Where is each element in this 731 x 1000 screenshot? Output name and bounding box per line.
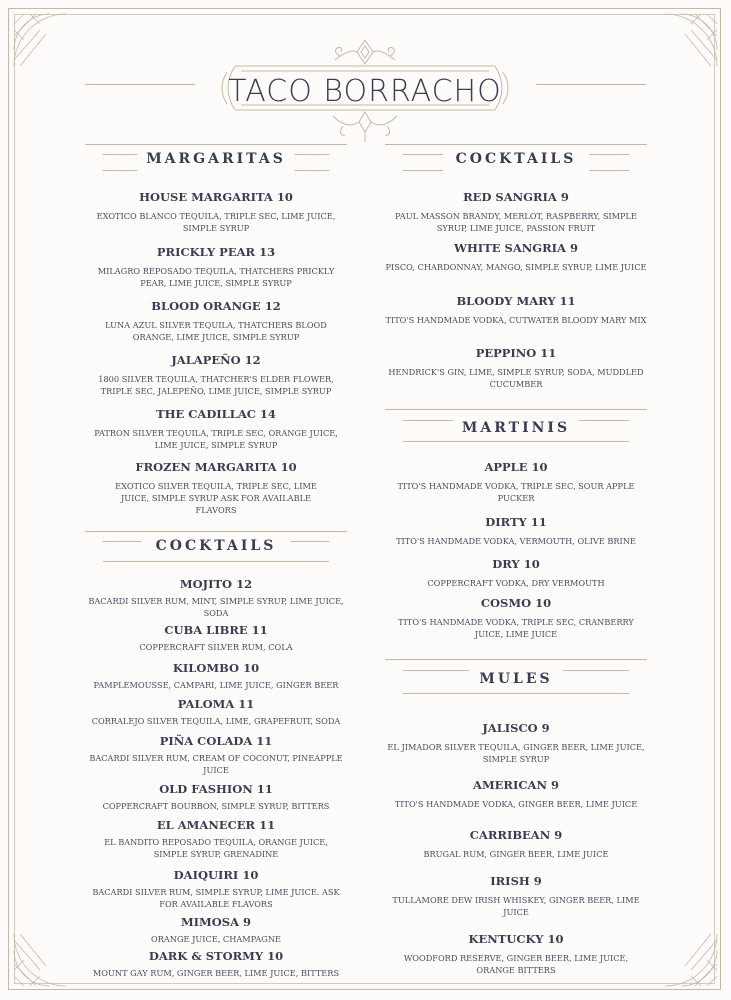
item-description: COPPERCRAFT SILVER RUM, COLA — [139, 642, 293, 652]
item-name: DRY 10 — [492, 557, 540, 571]
item-name: HOUSE MARGARITA 10 — [139, 190, 293, 204]
corner-ornament-icon — [10, 10, 70, 70]
item-name: DIRTY 11 — [485, 515, 547, 529]
title-block — [215, 38, 515, 148]
title-rule-right — [536, 84, 646, 85]
title-rule-left — [85, 84, 195, 85]
item-description: BACARDI SILVER RUM, MINT, SIMPLE SYRUP, LIME JUICE, SODA — [88, 596, 344, 618]
item-name: THE CADILLAC 14 — [156, 407, 276, 421]
item-name: CUBA LIBRE 11 — [164, 623, 268, 637]
item-name: AMERICAN 9 — [473, 778, 559, 792]
item-description: EXOTICO BLANCO TEQUILA, TRIPLE SEC, LIME JUICE, SIMPLE SYRUP — [96, 211, 336, 233]
menu-item — [385, 190, 647, 234]
menu-item — [85, 190, 347, 234]
menu-item — [85, 782, 347, 812]
item-name: JALISCO 9 — [482, 721, 550, 735]
corner-ornament-icon — [661, 10, 721, 70]
item-description: TITO'S HANDMADE VODKA, TRIPLE SEC, CRANBERRY JUICE, LIME JUICE — [398, 617, 634, 639]
item-name: EL AMANECER 11 — [156, 818, 276, 832]
section-title: MULES — [479, 671, 553, 687]
menu-item — [85, 245, 347, 289]
item-name: APPLE 10 — [484, 460, 548, 474]
section-title: MARTINIS — [461, 420, 571, 436]
section-header-mules — [385, 657, 647, 693]
item-name: KILOMBO 10 — [172, 661, 260, 675]
item-description: COPPERCRAFT VODKA, DRY VERMOUTH — [427, 578, 605, 588]
item-description: BRUGAL RUM, GINGER BEER, LIME JUICE — [423, 849, 609, 859]
item-description: EL JIMADOR SILVER TEQUILA, GINGER BEER, LIME JUICE, SIMPLE SYRUP — [387, 742, 645, 764]
item-description: TITO'S HANDMADE VODKA, VERMOUTH, OLIVE BRINE — [396, 536, 636, 546]
menu-item — [385, 721, 647, 765]
menu-item — [85, 299, 347, 343]
item-description: WOODFORD RESERVE, GINGER BEER, LIME JUICE, ORANGE BITTERS — [403, 953, 629, 975]
item-name: BLOODY MARY 11 — [456, 294, 576, 308]
item-name: PIÑA COLADA 11 — [159, 734, 273, 748]
item-description: EXOTICO SILVER TEQUILA, TRIPLE SEC, LIME JUICE, SIMPLE SYRUP ASK FOR AVAILABLE FLAVORS — [115, 481, 317, 515]
item-name: MOJITO 12 — [179, 577, 253, 591]
item-description: ORANGE JUICE, CHAMPAGNE — [151, 934, 281, 944]
menu-item — [85, 460, 347, 516]
item-description: TITO'S HANDMADE VODKA, GINGER BEER, LIME JUICE — [394, 799, 638, 809]
section-title: COCKTAILS — [155, 538, 277, 554]
item-description: TULLAMORE DEW IRISH WHISKEY, GINGER BEER, LIME JUICE — [392, 895, 640, 917]
menu-item — [85, 623, 347, 653]
menu-item — [85, 868, 347, 910]
item-description: PATRON SILVER TEQUILA, TRIPLE SEC, ORANGE JUICE, LIME JUICE, SIMPLE SYRUP — [94, 428, 338, 450]
item-description: TITO'S HANDMADE VODKA, CUTWATER BLOODY MARY MIX — [385, 315, 647, 325]
menu-item — [385, 241, 647, 273]
item-name: FROZEN MARGARITA 10 — [135, 460, 297, 474]
item-description: PISCO, CHARDONNAY, MANGO, SIMPLE SYRUP, LIME JUICE — [385, 262, 647, 272]
menu-item — [85, 818, 347, 860]
corner-ornament-icon — [10, 930, 70, 990]
item-name: COSMO 10 — [480, 596, 552, 610]
section-title: MARGARITAS — [146, 151, 286, 167]
menu-item — [385, 294, 647, 326]
menu-item — [385, 778, 647, 810]
item-description: BACARDI SILVER RUM, SIMPLE SYRUP, LIME JUICE. ASK FOR AVAILABLE FLAVORS — [92, 887, 340, 909]
item-name: BLOOD ORANGE 12 — [151, 299, 281, 313]
item-description: TITO'S HANDMADE VODKA, TRIPLE SEC, SOUR APPLE PUCKER — [397, 481, 635, 503]
menu-item — [85, 734, 347, 776]
menu-item — [85, 915, 347, 945]
item-description: PAUL MASSON BRANDY, MERLOT, RASPBERRY, SIMPLE SYRUP, LIME JUICE, PASSION FRUIT — [395, 211, 637, 233]
item-name: PALOMA 11 — [177, 697, 255, 711]
item-description: PAMPLEMOUSSE, CAMPARI, LIME JUICE, GINGER BEER — [93, 680, 339, 690]
item-description: 1800 SILVER TEQUILA, THATCHER'S ELDER FLOWER, TRIPLE SEC, JALEPEÑO, LIME JUICE, SIMPLE SYRUP — [98, 374, 334, 396]
section-header-cocktails — [385, 141, 647, 177]
item-description: COPPERCRAFT BOURBON, SIMPLE SYRUP, BITTERS — [102, 801, 330, 811]
menu-item — [385, 557, 647, 589]
corner-ornament-icon — [661, 930, 721, 990]
menu-item — [85, 353, 347, 397]
menu-item — [385, 346, 647, 390]
menu-item — [385, 932, 647, 976]
item-name: CARRIBEAN 9 — [469, 828, 563, 842]
item-name: WHITE SANGRIA 9 — [454, 241, 578, 255]
item-description: MILAGRO REPOSADO TEQUILA, THATCHERS PRICKLY PEAR, LIME JUICE, SIMPLE SYRUP — [97, 266, 335, 288]
menu-item — [85, 661, 347, 691]
item-name: KENTUCKY 10 — [468, 932, 564, 946]
menu-item — [385, 596, 647, 640]
section-title: COCKTAILS — [455, 151, 577, 167]
item-description: LUNA AZUL SILVER TEQUILA, THATCHERS BLOOD ORANGE, LIME JUICE, SIMPLE SYRUP — [105, 320, 327, 342]
menu-item — [85, 407, 347, 451]
menu-item — [85, 949, 347, 979]
item-name: IRISH 9 — [490, 874, 542, 888]
item-description: EL BANDITO REPOSADO TEQUILA, ORANGE JUICE, SIMPLE SYRUP, GRENADINE — [104, 837, 328, 859]
item-description: CORRALEJO SILVER TEQUILA, LIME, GRAPEFRUIT, SODA — [91, 716, 341, 726]
menu-item — [85, 577, 347, 619]
item-name: PRICKLY PEAR 13 — [156, 245, 276, 259]
item-name: OLD FASHION 11 — [159, 782, 273, 796]
item-name: PEPPINO 11 — [475, 346, 557, 360]
item-description: HENDRICK'S GIN, LIME, SIMPLE SYRUP, SODA, MUDDLED CUCUMBER — [388, 367, 644, 389]
item-description: MOUNT GAY RUM, GINGER BEER, LIME JUICE, BITTERS — [92, 968, 340, 978]
item-name: DAIQUIRI 10 — [173, 868, 259, 882]
menu-item — [385, 460, 647, 504]
item-name: RED SANGRIA 9 — [463, 190, 569, 204]
section-header-cocktails — [85, 528, 347, 564]
section-header-martinis — [385, 407, 647, 443]
item-name: DARK & STORMY 10 — [148, 949, 284, 963]
menu-item — [385, 515, 647, 547]
menu-item — [385, 828, 647, 860]
section-header-margaritas — [85, 141, 347, 177]
item-name: JALAPEÑO 12 — [171, 353, 261, 367]
menu-item — [385, 874, 647, 918]
item-description: BACARDI SILVER RUM, CREAM OF COCONUT, PINEAPPLE JUICE — [89, 753, 343, 775]
restaurant-title: TACO BORRACHO — [228, 74, 502, 109]
menu-item — [85, 697, 347, 727]
item-name: MIMOSA 9 — [180, 915, 252, 929]
